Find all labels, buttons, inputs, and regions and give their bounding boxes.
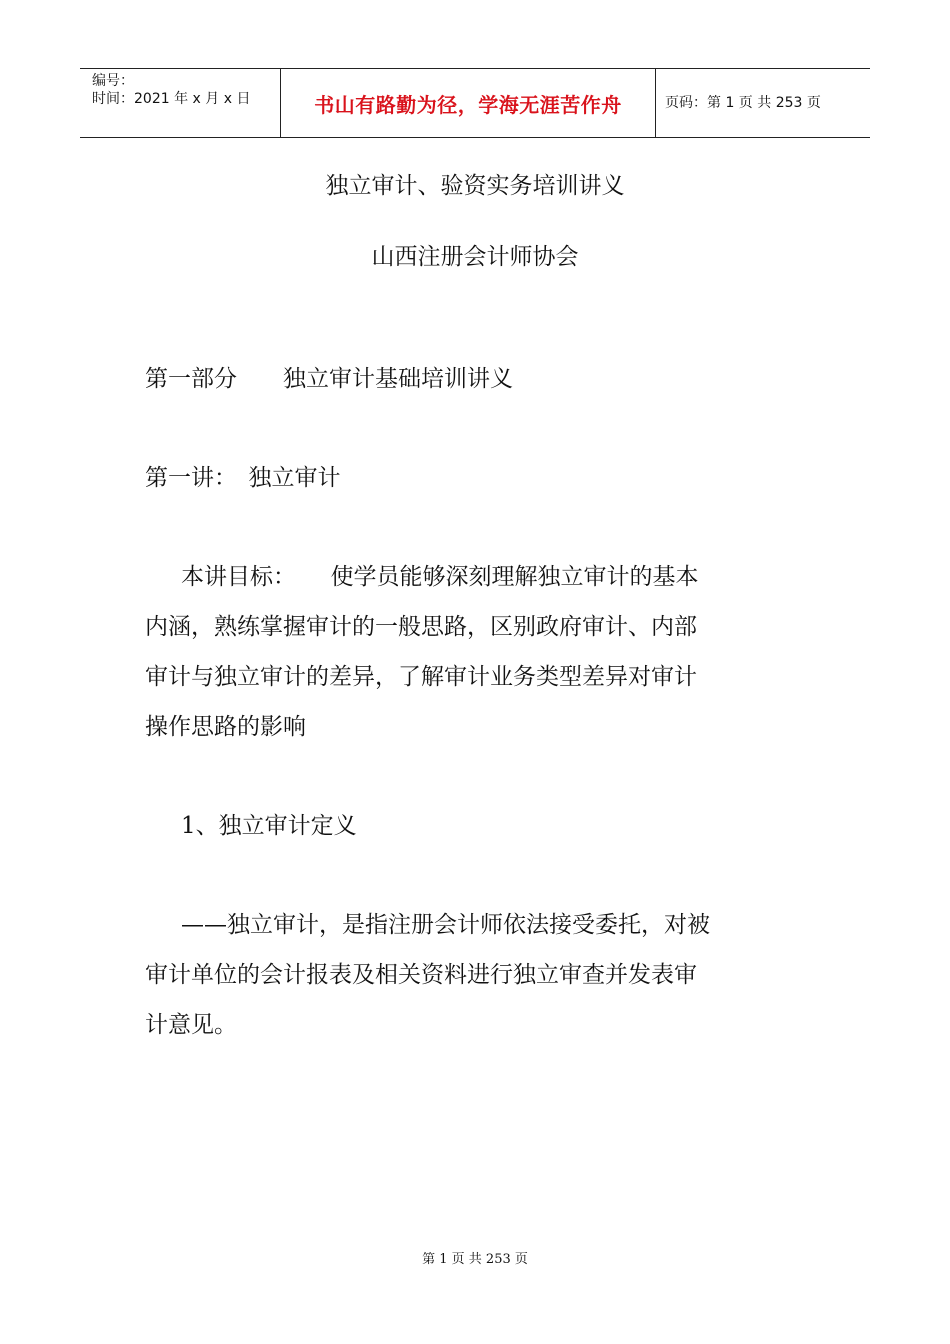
header-motto-cell xyxy=(280,69,656,137)
definition-line: 计意见。 xyxy=(145,1012,237,1038)
time-label: 时间：2021 年 x 月 x 日 xyxy=(92,91,251,107)
objective-paragraph xyxy=(145,552,805,752)
header-page-info: 页码：第 1 页 共 253 页 xyxy=(665,94,821,111)
definition-paragraph xyxy=(145,900,805,1050)
header-meta-cell xyxy=(80,69,280,137)
header-table xyxy=(80,68,870,138)
lecture-heading: 第一讲： 独立审计 xyxy=(145,465,341,491)
motto: 书山有路勤为径，学海无涯苦作舟 xyxy=(314,92,622,117)
document-title: 独立审计、验资实务培训讲义 xyxy=(325,173,625,199)
definition-line: 审计单位的会计报表及相关资料进行独立审查并发表审 xyxy=(145,962,697,988)
page-footer: 第 1 页 共 253 页 xyxy=(422,1252,528,1267)
number-label: 编号： xyxy=(92,73,134,89)
objective-line: 内涵，熟练掌握审计的一般思路，区别政府审计、内部 xyxy=(145,614,697,640)
objective-line: 审计与独立审计的差异，了解审计业务类型差异对审计 xyxy=(145,664,697,690)
section-heading: 1、独立审计定义 xyxy=(181,813,357,839)
objective-line: 操作思路的影响 xyxy=(145,714,306,740)
part-heading: 第一部分 独立审计基础培训讲义 xyxy=(145,366,513,392)
document-subtitle: 山西注册会计师协会 xyxy=(371,244,579,270)
header-page-cell xyxy=(655,69,870,137)
definition-line: ——独立审计，是指注册会计师依法接受委托，对被 xyxy=(181,912,710,938)
objective-line: 本讲目标： 使学员能够深刻理解独立审计的基本 xyxy=(181,564,699,590)
